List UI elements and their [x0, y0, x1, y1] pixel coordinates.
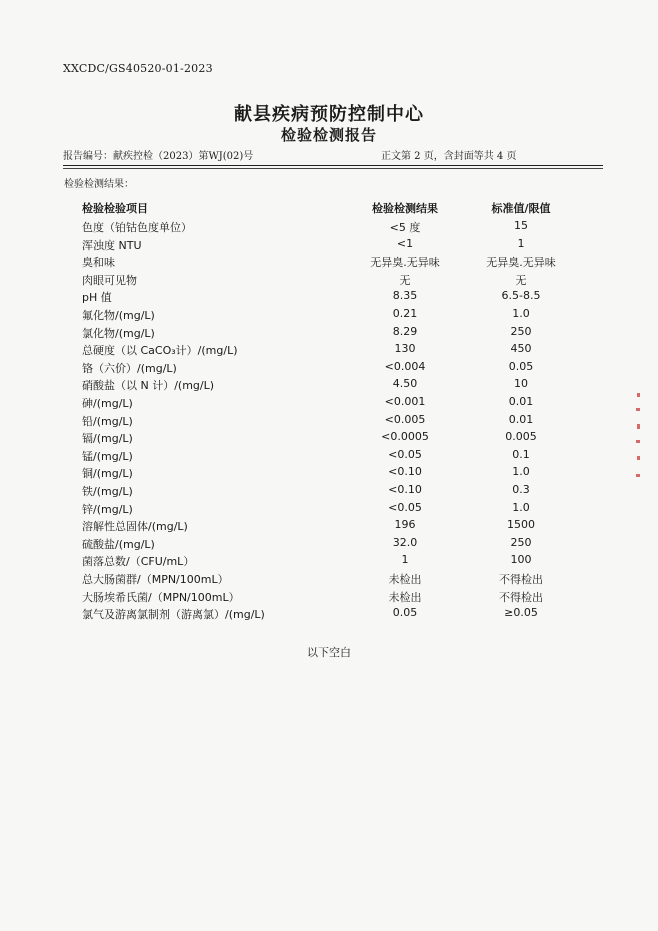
table-row — [82, 430, 602, 447]
row-result: <0.004 — [384, 359, 426, 373]
table-row — [82, 571, 602, 588]
table-row — [82, 342, 602, 359]
row-limit: 10 — [514, 377, 528, 391]
table-row — [82, 536, 602, 553]
row-limit: 1 — [517, 236, 525, 250]
table-row — [82, 254, 602, 271]
row-result: <5 度 — [389, 221, 421, 234]
table-row — [82, 589, 602, 606]
row-item: 硝酸盐（以 N 计）/(mg/L) — [82, 379, 215, 393]
row-limit: 1500 — [507, 518, 535, 532]
table-row — [82, 272, 602, 289]
row-limit: 无异臭.无异味 — [486, 256, 556, 270]
report-title: 检验检测报告 — [280, 126, 377, 144]
row-item: 肉眼可见物 — [82, 273, 137, 287]
table-row — [82, 377, 602, 394]
report-number-label: 报告编号： — [63, 151, 113, 162]
row-limit: 1.0 — [512, 307, 530, 320]
table-row — [82, 307, 602, 324]
row-item: 铁/(mg/L) — [82, 485, 133, 498]
row-limit: 450 — [510, 342, 532, 356]
table-row — [82, 237, 602, 254]
table-row — [82, 325, 602, 342]
row-item: 菌落总数/（CFU/mL） — [82, 555, 195, 569]
row-result: 196 — [394, 518, 416, 532]
table-row — [82, 518, 602, 535]
row-limit: 1.0 — [512, 500, 530, 514]
row-limit: 0.1 — [512, 447, 530, 461]
row-item: 砷/(mg/L) — [82, 397, 133, 410]
table-row — [82, 219, 602, 236]
row-limit: ≥0.05 — [504, 606, 538, 620]
row-item: pH 值 — [82, 291, 112, 305]
table-row — [82, 289, 602, 306]
table-row — [82, 448, 602, 465]
row-limit: 15 — [514, 219, 528, 232]
row-item: 硫酸盐/(mg/L) — [82, 537, 155, 551]
row-limit: 0.05 — [508, 359, 534, 373]
row-limit: 0.005 — [505, 430, 537, 444]
table-row — [82, 360, 602, 377]
row-result: 0.21 — [392, 307, 418, 320]
row-result: <0.001 — [384, 395, 426, 408]
row-limit: 0.3 — [512, 483, 530, 496]
row-item: 锌/(mg/L) — [82, 502, 133, 516]
table-row — [82, 606, 602, 623]
row-limit: 不得检出 — [499, 590, 543, 604]
row-result: <0.05 — [388, 500, 422, 514]
row-item: 铜/(mg/L) — [82, 467, 133, 481]
report-number-value: 献疾控检（2023）第WJ(02)号 — [113, 151, 254, 162]
table-row — [82, 465, 602, 482]
row-result: <0.005 — [384, 412, 426, 426]
row-limit: 0.01 — [508, 412, 534, 426]
row-item: 铅/(mg/L) — [82, 414, 133, 428]
row-result: 无 — [399, 273, 411, 287]
results-label: 检验检测结果： — [64, 179, 134, 190]
table-header-row — [82, 200, 602, 217]
row-result: 130 — [394, 342, 416, 356]
row-item: 总硬度（以 CaCO₃计）/(mg/L) — [82, 344, 238, 358]
row-result: <0.0005 — [381, 430, 429, 444]
row-item: 浑浊度 NTU — [82, 238, 142, 252]
header-rule-thin — [63, 168, 603, 169]
end-note: 以下空白 — [307, 646, 351, 659]
row-result: 无异臭.无异味 — [370, 256, 440, 270]
header-item: 检验检验项目 — [82, 202, 148, 215]
table-row — [82, 413, 602, 430]
row-result: 0.05 — [392, 606, 418, 620]
organization-name: 献县疾病预防控制中心 — [234, 104, 424, 125]
row-limit: 6.5-8.5 — [501, 289, 541, 303]
header-limit: 标准值/限值 — [491, 202, 551, 215]
row-item: 锰/(mg/L) — [82, 449, 133, 463]
table-row — [82, 553, 602, 570]
row-item: 铬（六价）/(mg/L) — [82, 361, 177, 375]
row-item: 镉/(mg/L) — [82, 432, 133, 446]
row-item: 溶解性总固体/(mg/L) — [82, 520, 188, 534]
row-result: 1 — [401, 553, 409, 567]
row-limit: 0.01 — [508, 395, 534, 408]
row-result: 未检出 — [388, 573, 422, 586]
row-limit: 1.0 — [512, 465, 530, 479]
row-item: 氟化物/(mg/L) — [82, 309, 155, 322]
page-info: 正文第 2 页，含封面等共 4 页 — [381, 151, 517, 162]
red-stamp-edge — [634, 388, 644, 488]
row-limit: 250 — [510, 324, 532, 338]
row-limit: 250 — [510, 535, 532, 549]
header-result: 检验检测结果 — [372, 202, 438, 215]
row-result: 4.50 — [392, 377, 418, 391]
row-item: 氯化物/(mg/L) — [82, 326, 155, 340]
row-result: 8.29 — [392, 324, 418, 338]
row-item: 大肠埃希氏菌/（MPN/100mL） — [82, 590, 240, 604]
row-item: 臭和味 — [82, 256, 115, 270]
row-result: 未检出 — [388, 590, 422, 604]
row-result: <0.10 — [388, 465, 422, 479]
row-item: 氯气及游离氯制剂（游离氯）/(mg/L) — [82, 608, 265, 622]
header-rule-thick — [63, 165, 603, 166]
row-result: <0.10 — [388, 483, 422, 496]
row-result: 8.35 — [392, 289, 418, 303]
row-item: 总大肠菌群/（MPN/100mL） — [82, 573, 229, 586]
row-limit: 100 — [510, 553, 532, 567]
table-row — [82, 395, 602, 412]
document-code: XXCDC/GS40520-01-2023 — [63, 62, 213, 75]
row-item: 色度（铂钴色度单位） — [82, 221, 192, 234]
row-result: <0.05 — [388, 447, 422, 461]
row-limit: 不得检出 — [499, 573, 543, 586]
report-number — [63, 147, 253, 162]
table-row — [82, 501, 602, 518]
table-row — [82, 483, 602, 500]
row-result: 32.0 — [392, 535, 418, 549]
row-limit: 无 — [515, 273, 527, 287]
row-result: <1 — [396, 236, 414, 250]
